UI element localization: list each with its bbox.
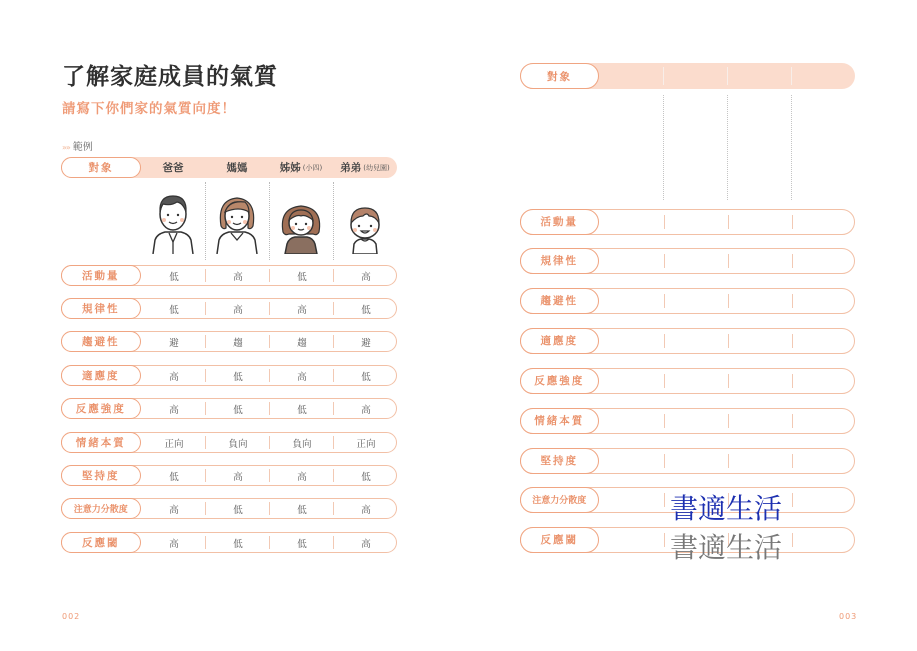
- example-row: [61, 398, 397, 419]
- blank-fill-cell[interactable]: [600, 289, 664, 313]
- row-value-cell: 高: [297, 371, 307, 383]
- row-value-cell: 低: [361, 304, 371, 316]
- row-value-cell: 高: [169, 504, 179, 516]
- row-value-cell: 低: [169, 304, 179, 316]
- row-label-pill: 趨避性: [61, 331, 141, 352]
- row-label-pill: 活動量: [61, 265, 141, 286]
- example-label: [62, 138, 93, 153]
- blank-fill-cell[interactable]: [600, 409, 664, 433]
- row-value-cell: 高: [233, 271, 243, 283]
- sister-face-icon: [275, 190, 327, 254]
- row-value-cell: 高: [169, 538, 179, 550]
- blank-row: [520, 248, 855, 274]
- blank-row: [520, 368, 855, 394]
- row-label-pill: 適應度: [61, 365, 141, 386]
- blank-fill-cell[interactable]: [792, 329, 856, 353]
- blank-fill-cell[interactable]: [664, 289, 728, 313]
- blank-fill-cell[interactable]: [792, 249, 856, 273]
- example-row: [61, 532, 397, 553]
- blank-fill-cell[interactable]: [600, 210, 664, 234]
- row-value-cell: 低: [297, 538, 307, 550]
- blank-fill-cell[interactable]: [792, 210, 856, 234]
- blank-fill-cell[interactable]: [600, 369, 664, 393]
- row-value-cell: 低: [169, 471, 179, 483]
- blank-portrait-divider: [727, 95, 728, 200]
- row-value-cell: 高: [361, 404, 371, 416]
- row-value-cell: 低: [297, 404, 307, 416]
- row-label-pill: 注意力分散度: [520, 487, 599, 513]
- member-mom: 媽媽: [226, 162, 248, 174]
- example-row: [61, 298, 397, 319]
- blank-row: [520, 328, 855, 354]
- blank-fill-cell[interactable]: [728, 249, 792, 273]
- blank-fill-cell[interactable]: [728, 369, 792, 393]
- blank-fill-cell[interactable]: [600, 528, 664, 552]
- row-label-pill: 反應強度: [61, 398, 141, 419]
- row-value-cell: 高: [297, 304, 307, 316]
- row-value-cell: 高: [361, 504, 371, 516]
- example-row: [61, 365, 397, 386]
- blank-fill-cell[interactable]: [728, 289, 792, 313]
- row-label-pill: 情緒本質: [520, 408, 599, 434]
- row-value-cell: 避: [361, 337, 371, 349]
- blank-fill-cell[interactable]: [600, 249, 664, 273]
- row-value-cell: 低: [233, 538, 243, 550]
- row-value-cell: 高: [361, 271, 371, 283]
- arrows-icon: »»: [62, 143, 70, 152]
- row-label-pill: 活動量: [520, 209, 599, 235]
- blank-row: [520, 448, 855, 474]
- member-brother: 弟弟 (幼兒園): [340, 162, 390, 174]
- left-page: [0, 0, 458, 651]
- row-label-pill: 適應度: [520, 328, 599, 354]
- blank-portrait-divider: [663, 95, 664, 200]
- blank-portrait-divider: [791, 95, 792, 200]
- blank-fill-cell[interactable]: [728, 409, 792, 433]
- blank-fill-cell[interactable]: [728, 329, 792, 353]
- row-label-pill: 反應閾: [520, 527, 599, 553]
- portrait-area: [141, 182, 397, 260]
- blank-fill-cell[interactable]: [664, 210, 728, 234]
- header-label-pill: 對象: [61, 157, 141, 178]
- example-row: [61, 331, 397, 352]
- row-value-cell: 正向: [164, 438, 184, 450]
- row-label-pill: 反應強度: [520, 368, 599, 394]
- blank-fill-cell[interactable]: [664, 329, 728, 353]
- blank-fill-cell[interactable]: [664, 249, 728, 273]
- example-header-row: [61, 157, 397, 178]
- row-value-cell: 避: [169, 337, 179, 349]
- row-value-cell: 低: [297, 271, 307, 283]
- dad-face-icon: [147, 190, 199, 254]
- blank-row: [520, 209, 855, 235]
- blank-fill-cell[interactable]: [792, 449, 856, 473]
- row-label-pill: 規律性: [61, 298, 141, 319]
- row-label-pill: 注意力分散度: [61, 498, 141, 519]
- row-value-cell: 低: [233, 504, 243, 516]
- row-value-cell: 低: [297, 504, 307, 516]
- example-row: [61, 265, 397, 286]
- blank-fill-cell[interactable]: [792, 488, 856, 512]
- row-value-cell: 低: [361, 371, 371, 383]
- row-value-cell: 高: [233, 304, 243, 316]
- row-value-cell: 高: [361, 538, 371, 550]
- blank-fill-cell[interactable]: [728, 210, 792, 234]
- row-value-cell: 低: [233, 404, 243, 416]
- blank-row: [520, 288, 855, 314]
- row-value-cell: 低: [169, 271, 179, 283]
- row-value-cell: 高: [233, 471, 243, 483]
- page-subtitle: 請寫下你們家的氣質向度！: [62, 101, 236, 117]
- example-row: [61, 432, 397, 453]
- blank-fill-cell[interactable]: [728, 449, 792, 473]
- row-label-pill: 規律性: [520, 248, 599, 274]
- row-value-cell: 正向: [356, 438, 376, 450]
- blank-fill-cell[interactable]: [600, 449, 664, 473]
- page-number-left: 002: [62, 612, 81, 621]
- blank-fill-cell[interactable]: [792, 409, 856, 433]
- example-row: [61, 498, 397, 519]
- blank-fill-cell[interactable]: [600, 488, 664, 512]
- row-value-cell: 低: [233, 371, 243, 383]
- row-value-cell: 高: [169, 371, 179, 383]
- page-title: 了解家庭成員的氣質: [62, 63, 278, 90]
- member-dad: 爸爸: [162, 162, 184, 174]
- blank-fill-cell[interactable]: [792, 289, 856, 313]
- blank-row: [520, 408, 855, 434]
- brother-face-icon: [339, 190, 391, 254]
- header-label-pill: 對象: [520, 63, 599, 89]
- blank-fill-cell[interactable]: [600, 329, 664, 353]
- blank-header-row: [520, 63, 855, 89]
- page-number-right: 003: [839, 612, 858, 621]
- watermark-text: 書適生活: [670, 531, 783, 564]
- row-value-cell: 高: [169, 404, 179, 416]
- row-value-cell: 趨: [233, 337, 243, 349]
- row-label-pill: 反應閾: [61, 532, 141, 553]
- example-text: 範例: [72, 142, 93, 153]
- row-value-cell: 高: [297, 471, 307, 483]
- blank-fill-cell[interactable]: [792, 369, 856, 393]
- row-label-pill: 趨避性: [520, 288, 599, 314]
- row-label-pill: 堅持度: [61, 465, 141, 486]
- blank-fill-cell[interactable]: [664, 409, 728, 433]
- row-value-cell: 負向: [292, 438, 312, 450]
- row-value-cell: 負向: [228, 438, 248, 450]
- blank-fill-cell[interactable]: [664, 449, 728, 473]
- blank-fill-cell[interactable]: [792, 528, 856, 552]
- row-label-pill: 堅持度: [520, 448, 599, 474]
- row-value-cell: 趨: [297, 337, 307, 349]
- blank-fill-cell[interactable]: [664, 369, 728, 393]
- member-sister: 姊姊 (小四): [279, 162, 323, 174]
- row-value-cell: 低: [361, 471, 371, 483]
- row-label-pill: 情緒本質: [61, 432, 141, 453]
- example-row: [61, 465, 397, 486]
- watermark-text: 書適生活: [670, 492, 783, 525]
- mom-face-icon: [211, 190, 263, 254]
